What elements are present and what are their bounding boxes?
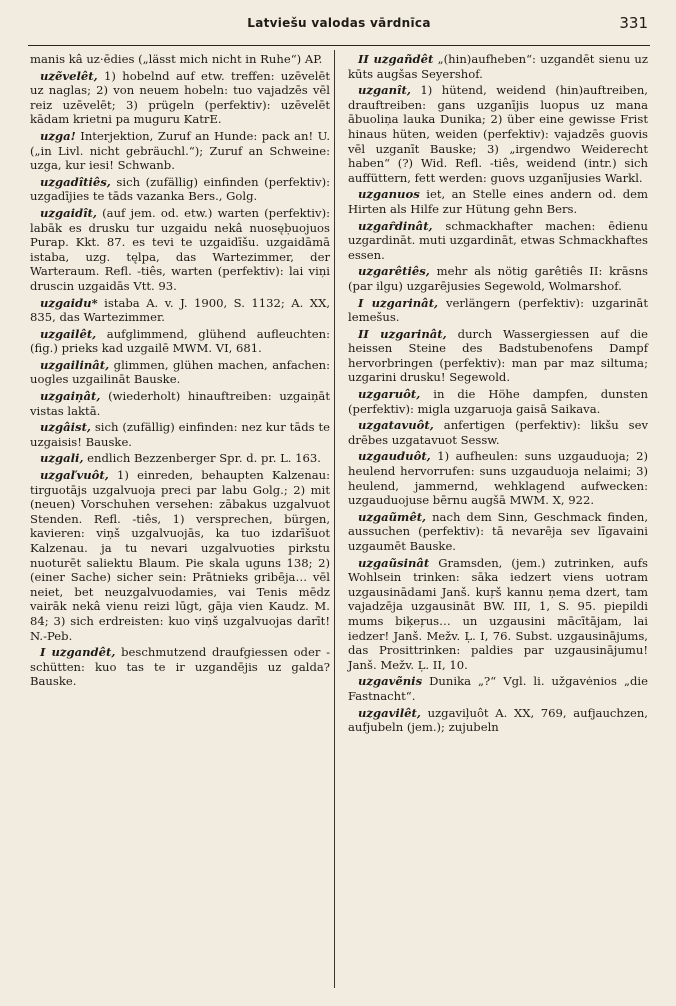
left-column (30, 52, 330, 691)
entry-text: beschmutzend draufgiessen oder -schütten: kuo tas te ir uzgandējis uz galda? Bauske. (30, 645, 330, 689)
entry-headword: uzgatavuôt, (358, 418, 434, 433)
dictionary-entry (30, 206, 330, 294)
page-number: 331 (619, 14, 648, 32)
entry-text: „(hin)aufheben“: uzgandēt sienu uz kūts augšas Seyershof. (348, 52, 648, 81)
entry-headword: uzẽvelêt, (40, 68, 98, 83)
entry-text: 1) hütend, weidend (hin)auftreiben, drauftreiben: gans uzganījis luopus uz mana ābuoliņa lauka Dunika; 2) über eine gewisse Frist hinaus hüten, weiden (perfektiv): vajadzēs guovis vēl uzganīt Bauske; 3) „irgendwo Weiderecht haben“ (?) Wid. Refl. -tiês, weidend (intr.) sich auffüttern, fett werden: guovs uzganījusies Warkl. (348, 83, 648, 185)
entry-text: uzgaviļuôt A. XX, 769, aufjauchzen, aufjubeln (jem.); zujubeln (348, 705, 648, 735)
entry-text: sich (zufällig) einfinden: nez kur tāds te uzgaisis! Bauske. (30, 420, 330, 449)
page-header (28, 6, 650, 40)
entry-text: nach dem Sinn, Geschmack finden, aussuchen (perfektiv): tā nevarēja sev līgavaini uzgaumēt Bauske. (348, 509, 648, 553)
dictionary-entry (348, 83, 648, 185)
header-rule (28, 45, 650, 46)
entry-headword: II uzgañdêt (358, 52, 434, 66)
entry-headword: uzgavilêt, (358, 705, 421, 720)
entry-text: aufglimmend, glühend aufleuchten: (fig.) prieks kad uzgailē MWM. VI, 681. (30, 326, 330, 356)
entry-text: Dunika „?“ Vgl. li. užgavėnios „die Fastnacht“. (348, 674, 648, 703)
entry-headword: uzgarêtiês, (358, 264, 430, 279)
entry-text: 1) hobelnd auf etw. treffen: uzēvelēt uz naglas; 2) von neuem hobeln: tuo vajadzēs vēl reiz uzēvelēt; 3) prügeln (perfektiv): uzēvelēt kādam krietni pa muguru KatrE. (30, 68, 330, 127)
entry-headword: uzgavẽnis (358, 674, 423, 689)
entry-headword: uzgaũsinât (358, 555, 430, 570)
entry-text: (wiederholt) hinauftreiben: uzgaiņāt vistas laktā. (30, 389, 330, 418)
dictionary-entry (30, 129, 330, 173)
dictionary-entry (348, 327, 648, 385)
entry-text: iet, an Stelle eines andern od. dem Hirten als Hilfe zur Hütung gehn Bers. (348, 187, 649, 216)
dictionary-entry (348, 52, 648, 81)
dictionary-entry (348, 510, 648, 554)
entry-text: durch Wassergiessen auf die heissen Steine des Badstubenofens Dampf hervorbringen (perfektiv): man par maz siltuma; uzgarini drusku! Segewold. (348, 326, 648, 385)
entry-headword: uzga! (40, 128, 76, 143)
entry-headword: uzgaidu* (40, 295, 98, 310)
dictionary-entry (30, 451, 330, 466)
entry-text: anfertigen (perfektiv): likšu sev drēbes uzgatavuot Sessw. (348, 418, 648, 447)
dictionary-entry (348, 418, 648, 447)
entry-text: schmackhafter machen: ēdienu uzgardināt. muti uzgardināt, etwas Schmackhaftes essen. (348, 218, 649, 262)
dictionary-entry (348, 219, 648, 263)
entry-headword: II uzgarinât, (358, 326, 447, 341)
dictionary-entry (30, 389, 330, 418)
entry-headword: uzgaidît, (40, 205, 97, 220)
entry-headword: uzgaľvuôt, (40, 468, 109, 483)
entry-text: istaba A. v. J. 1900, S. 1132; A. XX, 835, das Wartezimmer. (30, 295, 331, 325)
entry-headword: uzganît, (358, 83, 411, 98)
dictionary-entry (348, 387, 648, 416)
entry-text: sich (zufällig) einfinden (perfektiv): uzgadījies te tāds vazanka Bers., Golg. (30, 174, 330, 204)
dictionary-entry (348, 449, 648, 507)
entry-headword: uzgailêt, (40, 326, 97, 341)
dictionary-entry (30, 358, 330, 387)
dictionary-entry (30, 645, 330, 689)
right-column (348, 52, 648, 737)
dictionary-entry (30, 327, 330, 356)
entry-text: 1) einreden, behaupten Kalzenau: tirguotājs uzgalvuoja preci par labu Golg.; 2) mit (neuen) Vorschuhen versehen: zābakus uzgalvuot Stenden. Refl. -tiês, 1) versprechen, bürgen, kavieren: viņš uzgalvuojās, ka tuo izdarīšuot Kalzenau. ja tu nevari uzgalvuoties pirkstu nuoturēt saliektu Blaum. Pie skala uguns 138; 2) (einer Sache) sicher sein: Prātnieks gribēja… vēl neiet, bet neuzgalvuodamies, vai Tenis mēdz vairāk nekâ vienu reizi lūgt, gāja vien Kaudz. M. 84; 3) sich erdreisten: kuo viņš uzgalvuojas darīt! N.-Peb. (30, 468, 330, 643)
dictionary-entry (30, 296, 330, 325)
entry-headword: uzgaruôt, (358, 387, 421, 402)
entry-headword: uzgaȓdinât, (358, 218, 433, 233)
entry-headword: uzganuos (358, 187, 420, 202)
dictionary-entry (348, 187, 648, 216)
dictionary-entry (30, 69, 330, 127)
entry-text: endlich Bezzenberger Spr. d. pr. L. 163. (87, 451, 321, 466)
entry-text: (auf jem. od. etw.) warten (perfektiv): labāk es drusku tur uzgaidu nekâ nuosęḅuojuos Purap. Kkt. 87. es tevi te uzgaidīšu. uzgaidāmā istaba, uzg. tęlpa, das Wartezimmer, der Warteraum. Refl. -tiês, warten (perfektiv): lai viņi druscin uzgaidās Vtt. 93. (30, 205, 330, 293)
running-title: Latviešu valodas vārdnīca (247, 16, 431, 30)
entry-headword: I uzgarinât, (358, 295, 439, 310)
entry-text: Gramsden, (jem.) zutrinken, aufs Wohlsein trinken: sāka iedzert viens uotram uzgausinādami Janš. kuŗš kannu ņema dzert, tam vajadzēja uzgausināt BW. III, 1, S. 95. piepildi mums biķeŗus… un uzgausini mācītājam, lai iedzer! Janš. Mežv. Ḷ. I, 76. Subst. uzgausinājums, das Prosittrinken: paldies par uzgausinājumu! Janš. Mežv. Ḷ. II, 10. (348, 555, 648, 672)
dictionary-entry (348, 556, 648, 673)
dictionary-entry (30, 52, 330, 67)
entry-text: Interjektion, Zuruf an Hunde: pack an! U. („in Livl. nicht gebräuchl.“); Zuruf an Schweine: uzga, kur iesi! Schwanb. (30, 128, 330, 173)
dictionary-entry (30, 468, 330, 643)
entry-headword: uzgauduôt, (358, 449, 431, 464)
dictionary-entry (30, 420, 330, 449)
entry-headword: uzgadîtiês, (40, 174, 111, 189)
dictionary-entry (348, 264, 648, 293)
entry-headword: uzgaiņât, (40, 389, 101, 404)
column-divider (334, 50, 335, 988)
dictionary-entry (348, 296, 648, 325)
dictionary-entry (348, 706, 648, 735)
entry-headword: uzgailinât, (40, 357, 110, 372)
entry-text: manis kâ uz·ēdies („lässt mich nicht in Ruhe“) AP. (30, 52, 323, 66)
entry-text: glimmen, glühen machen, anfachen: uogles uzgailināt Bauske. (30, 357, 330, 387)
entry-headword: uzgaũmêt, (358, 509, 427, 524)
entry-text: 1) aufheulen: suns uzgauduoja; 2) heulend hervorrufen: suns uzgauduoja nelaimi; 3) heulend, jammernd, wehklagend aufwecken: uzgauduojuse bērnu augšā MWM. X, 922. (348, 449, 648, 508)
entry-headword: uzgâist, (40, 420, 91, 435)
entry-text: in die Höhe dampfen, dunsten (perfektiv): migla uzgaruoja gaisā Saikava. (348, 387, 649, 416)
entry-text: mehr als nötig garêtiês II: krāsns (par ilgu) uzgarējusies Segewold, Wolmarshof. (348, 264, 648, 293)
entry-headword: I uzgandêt, (40, 645, 116, 660)
dictionary-entry (348, 674, 648, 703)
dictionary-entry (30, 175, 330, 204)
entry-headword: uzgali, (40, 451, 84, 466)
entry-text: verlängern (perfektiv): uzgarināt lemešus. (348, 295, 649, 325)
